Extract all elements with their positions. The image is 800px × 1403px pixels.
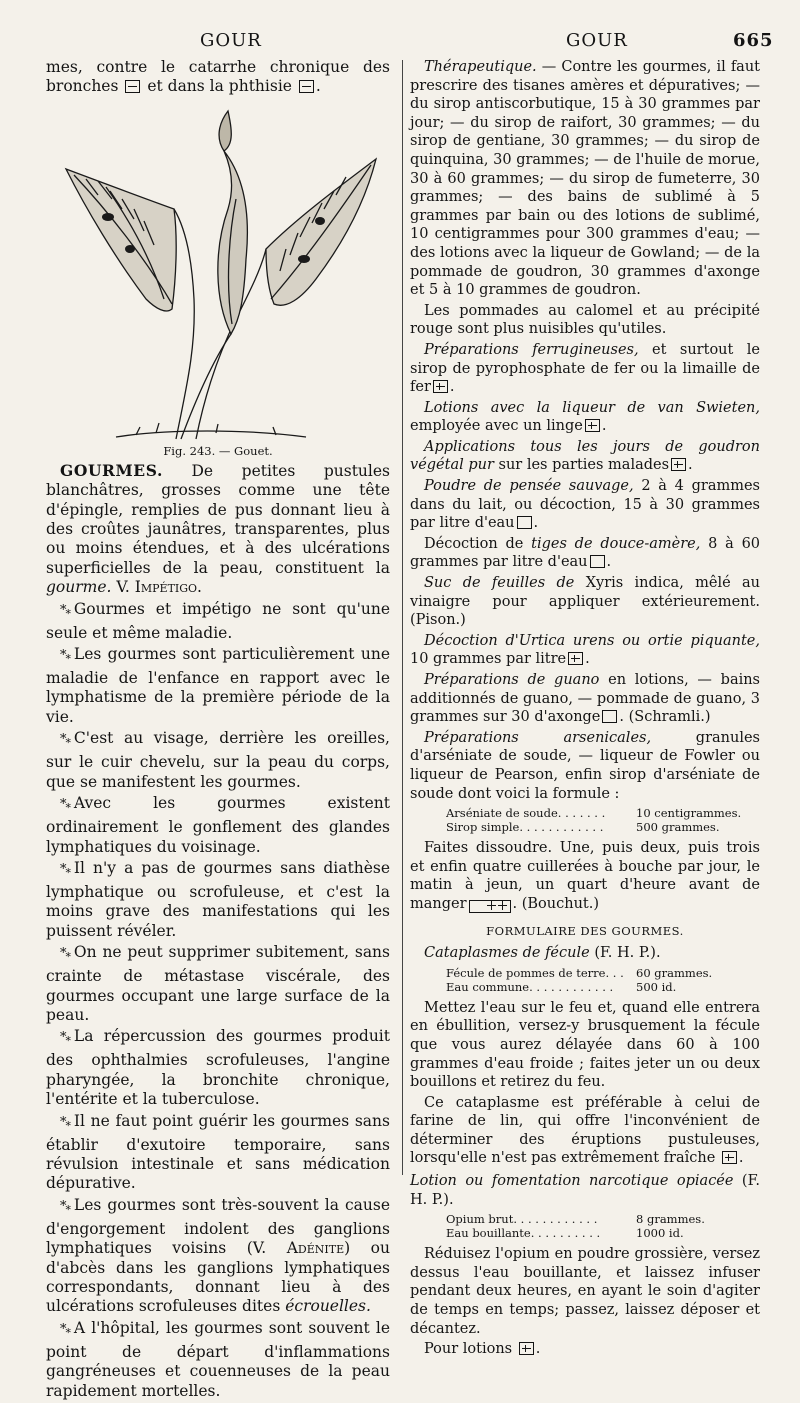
therapeutique-paragraph	[410, 58, 760, 300]
xyris-paragraph	[410, 574, 760, 630]
asterism-mark: $*_*$	[60, 648, 70, 666]
remedy-text: en lotions, — bains additionnés de guano, — pommade de guano, 3 grammes sur 30 d'axonge	[410, 672, 761, 726]
asterism-mark: $*_*$	[60, 602, 70, 621]
pensee-paragraph: Poudre de pensée sauvage, 2 à 4 grammes dans du lait, ou décoction, 15 à 30 grammes par litre d'eau .	[410, 478, 760, 532]
source-citation: (F. H. P.).	[594, 945, 661, 962]
left-column	[46, 58, 390, 1403]
remedy-text: Ce cataplasme est préférable à celui de farine de lin, qui offre l'inconvénient de déterminer des éruptions pustuleuses, lorsqu'elle n'est pas extrêmement fraîche	[410, 1094, 760, 1167]
intro-text-2: et dans la phthisie	[147, 77, 292, 96]
asterism-paragraph	[46, 600, 390, 643]
arum-plant-illustration	[46, 99, 390, 444]
entry-headword: GOURMES.	[60, 460, 163, 480]
asterism-mark: $*_*$	[60, 732, 70, 750]
remedy-text: 10 grammes par litre	[410, 651, 567, 668]
remedy-text: employée avec un linge	[410, 418, 583, 435]
figure-gouet	[46, 99, 390, 459]
remedy-label: Lotions avec la liqueur de van Swieten,	[424, 399, 760, 416]
running-head-left: GOUR	[200, 30, 262, 51]
remedy-label: Décoction d'Urtica urens ou ortie piquante,	[424, 632, 760, 649]
asterism-mark: $*_*$	[60, 1114, 70, 1133]
page-header	[0, 30, 800, 54]
cross-ref-prefix: V.	[116, 578, 130, 597]
ingredient: Arséniate de soude. . . . . . .	[446, 806, 606, 821]
quantity: 500 id.	[636, 979, 677, 994]
asterism-paragraph	[46, 645, 390, 727]
remedy-text: et surtout le sirop de pyrophosphate de fer ou la limaille de fer	[410, 341, 760, 396]
remedy-label: Suc de feuilles de	[424, 575, 575, 592]
remedy-text: Faites dissoudre. Une, puis deux, puis trois et enfin quatre cuillerées à bouche par jour, le matin à jeun, un quart d'heure avant de manger	[410, 840, 760, 912]
pommades-paragraph: Les pommades au calomel et au précipité rouge sont plus nuisibles qu'utiles.	[410, 302, 760, 338]
remedy-mark-icon	[517, 516, 532, 529]
remedy-mark-icon	[125, 80, 140, 93]
ferrugineuses-paragraph: Préparations ferrugineuses, et surtout le sirop de pyrophosphate de fer ou la limaille de fer .	[410, 341, 760, 396]
lotions-paragraph: Lotions avec la liqueur de van Swieten, employée avec un linge .	[410, 399, 760, 435]
remedy-mark-icon	[722, 1151, 737, 1164]
quantity: 8 grammes.	[636, 1212, 705, 1227]
remedy-text: sur les parties malades	[498, 457, 670, 474]
asterism-paragraph	[46, 794, 390, 857]
column-divider	[402, 60, 403, 1175]
figure-caption: Fig. 243. — Gouet.	[163, 443, 273, 458]
asterism-text: A l'hôpital, les gourmes sont souvent le point de départ d'inflammations gangréneuses et couenneuses de la peau rapidement mortelles.	[46, 1318, 390, 1400]
entry-gourmes	[46, 461, 390, 598]
remedy-mark-icon	[568, 652, 583, 665]
recipe-cataplasme	[446, 966, 760, 994]
continued-paragraph: mes, contre le catarrhe chronique des bronches et dans la phthisie .	[46, 58, 390, 96]
asterism-text: La répercussion des gourmes produit des ophthalmies scrofuleuses, l'angine pharyngée, la bronchite chronique, l'entérite et la tuberculose.	[46, 1027, 390, 1109]
asterism-text: Les gourmes sont très-souvent la cause d'engorgement indolent des ganglions lymphatiques voisins (V.	[46, 1195, 390, 1258]
applications-paragraph: Applications tous les jours de goudron végétal pur sur les parties malades .	[410, 438, 760, 474]
recipe-row	[446, 806, 760, 820]
asterism-paragraph	[46, 729, 390, 792]
remedy-label: Préparations arsenicales,	[424, 729, 652, 746]
source-citation: . (Schramli.)	[619, 709, 711, 726]
recipe-row	[446, 980, 760, 994]
asterism-mark: $*_*$	[60, 946, 70, 964]
cataplasme-instructions: Mettez l'eau sur le feu et, quand elle entrera en ébullition, versez-y brusquement la fécule que vous aurez délayée dans 60 à 100 grammes d'eau froide ; faites jeter un ou deux bouillons et retirez du feu.	[410, 999, 760, 1091]
recipe-row	[446, 1226, 760, 1240]
asterism-text: C'est au visage, derrière les oreilles, sur le cuir chevelu, sur la peau du corps, que se manifestent les gourmes.	[46, 729, 390, 791]
recipe-row	[446, 1212, 760, 1226]
remedy-text: Pour lotions	[424, 1341, 513, 1358]
source-citation: . (Bouchut.)	[512, 895, 600, 912]
quantity: 500 grammes.	[636, 820, 720, 835]
remedy-mark-icon	[433, 380, 448, 393]
lotion-heading	[410, 1172, 760, 1209]
asterism-text: On ne peut supprimer subitement, sans crainte de métastase viscérale, des gourmes occupant une large surface de la peau.	[46, 943, 390, 1024]
recipe-arseniate	[446, 806, 760, 834]
arsenic-paragraph	[410, 729, 760, 803]
ingredient: Sirop simple. . . . . . . . . . . .	[446, 820, 604, 835]
urtica-paragraph: Décoction d'Urtica urens ou ortie piquante, 10 grammes par litre .	[410, 632, 760, 668]
entry-term: gourme.	[46, 578, 112, 597]
remedy-mark-icon	[299, 80, 314, 93]
remedy-text: granules d'arséniate de soude, — liqueur de Fowler ou liqueur de Pearson, enfin sirop d'arséniate de soude dont voici la formule :	[410, 729, 760, 802]
asterism-paragraph	[46, 1112, 390, 1194]
running-head-right: GOUR	[566, 30, 628, 51]
term-ecrouelles: écrouelles.	[285, 1297, 371, 1316]
formulaire-heading: FORMULAIRE DES GOURMES.	[486, 923, 684, 938]
cataplasme-note: Ce cataplasme est préférable à celui de farine de lin, qui offre l'inconvénient de déterminer des éruptions pustuleuses, lorsqu'elle n'est pas extrêmement fraîche .	[410, 1094, 760, 1167]
asterism-mark: $*_*$	[60, 1321, 70, 1340]
cross-ref-adenite: Adénite	[286, 1239, 345, 1258]
therapeutique-label: Thérapeutique.	[424, 59, 537, 75]
double-plus-mark-icon	[469, 900, 511, 913]
lotion-instructions: Réduisez l'opium en poudre grossière, versez dessus l'eau bouillante, et laissez infuser pendant deux heures, en ayant le soin d'agiter de temps en temps; passez, laissez déposer et décantez.	[410, 1246, 760, 1337]
intro-text: mes, contre le catarrhe chronique des bronches	[46, 58, 390, 96]
douce-amere-paragraph: Décoction de tiges de douce-amère, 8 à 60 grammes par litre d'eau .	[410, 535, 761, 571]
asterism-text: Avec les gourmes existent ordinairement le gonflement des glandes lymphatiques du voisinage.	[46, 794, 390, 856]
asterism-paragraph-engorgement	[46, 1196, 390, 1317]
asterism-mark: $*_*$	[60, 1198, 70, 1217]
right-column	[410, 58, 760, 1361]
dissoudre-paragraph	[410, 839, 760, 913]
guano-paragraph	[410, 671, 760, 727]
formula-label: Cataplasmes de fécule	[424, 945, 590, 962]
pour-lotions: Pour lotions .	[424, 1341, 541, 1358]
remedy-text: Décoction de	[424, 535, 524, 552]
source-citation: (F. H. P.).	[410, 1173, 760, 1208]
remedy-mark-icon	[519, 1342, 534, 1355]
ingredient: Fécule de pommes de terre. . .	[446, 965, 624, 980]
asterism-mark: $*_*$	[60, 1030, 70, 1048]
remedy-label: Préparations ferrugineuses,	[424, 341, 639, 358]
cross-ref-impetigo: Impétigo.	[134, 578, 202, 597]
asterism-mark: $*_*$	[60, 861, 70, 880]
quantity: 60 grammes.	[636, 965, 713, 980]
remedy-text: 8 à 60 grammes par litre d'eau	[410, 535, 761, 571]
ingredient: Eau bouillante. . . . . . . . . .	[446, 1226, 601, 1241]
asterism-paragraph-hopital	[46, 1319, 390, 1401]
asterism-paragraph	[46, 1027, 390, 1109]
remedy-label: Préparations de guano	[424, 672, 600, 688]
remedy-label: Poudre de pensée sauvage,	[424, 478, 634, 495]
recipe-row	[446, 966, 760, 980]
ingredient: Opium brut. . . . . . . . . . . .	[446, 1212, 598, 1227]
asterism-text: Il n'y a pas de gourmes sans diathèse lymphatique ou scrofuleuse, et c'est la moins grave des manifestations qui les puissent révéler.	[46, 858, 390, 940]
asterism-text: ) ou d'abcès dans les ganglions lymphatiques correspondants, donnant lieu à des ulcérations scrofuleuses dites	[46, 1239, 390, 1316]
asterism-paragraph	[46, 859, 390, 941]
remedy-mark-icon	[602, 710, 617, 723]
plant-name: Xyris indica,	[585, 575, 684, 592]
recipe-row	[446, 820, 760, 834]
recipe-lotion	[446, 1212, 760, 1240]
remedy-label: tiges de douce-amère,	[531, 535, 701, 552]
remedy-text: 2 à 4 grammes dans du lait, ou décoction, 15 à 30 grammes par litre d'eau	[410, 478, 760, 532]
therapeutique-text: — Contre les gourmes, il faut prescrire des tisanes amères et dépuratives; — du sirop antiscorbutique, 15 à 30 grammes par jour; — du sirop de raifort, 30 grammes; — du sirop de gentiane, 30 grammes; — du sirop de quinquina, 30 grammes; — de l'huile de morue, 30 à 60 grammes; — du sirop de fumeterre, 30 grammes; — des bains de sublimé à 5 grammes par bain ou des lotions de sublimé, 10 centigrammes pour 300 grammes d'eau; — des lotions avec la liqueur de Gowland; — de la pommade de goudron, 30 grammes d'axonge et 5 à 10 grammes de goudron.	[410, 59, 760, 299]
ingredient: Eau commune. . . . . . . . . . . .	[446, 979, 614, 994]
remedy-mark-icon	[590, 555, 605, 568]
asterism-mark: $*_*$	[60, 797, 70, 815]
asterism-text: Il ne faut point guérir les gourmes sans établir d'exutoire temporaire, sans révulsion intestinale et sans médication dépurative.	[46, 1111, 390, 1193]
remedy-label: Applications tous les jours de goudron végétal pur	[410, 438, 760, 474]
cataplasme-heading	[410, 944, 760, 963]
asterism-paragraph	[46, 943, 390, 1025]
remedy-mark-icon	[671, 458, 686, 471]
asterism-text: Gourmes et impétigo ne sont qu'une seule et même maladie.	[46, 599, 390, 642]
remedy-text: mêlé au vinaigre pour appliquer extérieurement. (Pison.)	[410, 575, 761, 629]
asterism-text: Les gourmes sont particulièrement une maladie de l'enfance en rapport avec le lymphatisme de la première période de la vie.	[46, 645, 390, 726]
quantity: 10 centigrammes.	[636, 806, 742, 821]
quantity: 1000 id.	[636, 1226, 684, 1241]
page-number: 665	[733, 30, 774, 51]
remedy-mark-icon	[585, 419, 600, 432]
formula-label: Lotion ou fomentation narcotique opiacée	[410, 1173, 734, 1190]
entry-text: De petites pustules blanchâtres, grosses comme une tête d'épingle, remplies de pus donnant lieu à des croûtes jaunâtres, transparentes, plus ou moins étendues, et à des ulcérations superficielles de la peau, constituent la	[46, 461, 390, 577]
